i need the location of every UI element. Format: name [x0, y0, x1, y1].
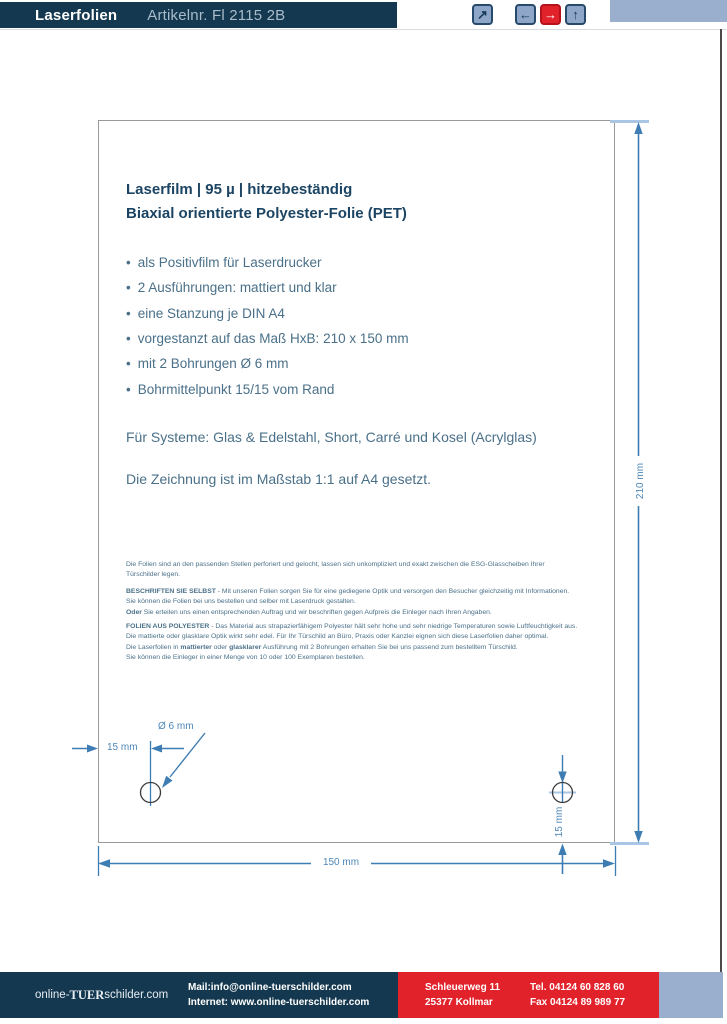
- logo-suffix: schilder.com: [104, 989, 169, 1001]
- footer-logo: [35, 972, 168, 1018]
- arrow-up-icon[interactable]: [565, 4, 586, 25]
- fine-print-bold: mattierter: [180, 643, 212, 651]
- arrow-up-glyph: ↑: [572, 7, 579, 22]
- footer-address: [425, 980, 500, 1010]
- arrow-left-glyph: ←: [519, 7, 532, 22]
- list-item-text: vorgestanzt auf das Maß HxB: 210 x 150 mm: [137, 331, 409, 347]
- footer-internet-link[interactable]: Internet: www.online-tuerschilder.com: [188, 997, 370, 1008]
- fine-print-line: [126, 570, 618, 580]
- list-item-text: eine Stanzung je DIN A4: [137, 305, 285, 321]
- list-item: [126, 351, 409, 376]
- list-item-text: Bohrmittelpunkt 15/15 vom Rand: [137, 381, 335, 397]
- fine-print-line: [126, 587, 618, 597]
- footer-phone: [530, 980, 625, 1010]
- list-item: [126, 301, 409, 326]
- bullet-glyph: •: [126, 331, 131, 347]
- product-title-line2: Biaxial orientierte Polyester-Folie (PET): [126, 205, 407, 222]
- bullet-glyph: •: [126, 305, 131, 321]
- footer-city: 25377 Kollmar: [425, 997, 493, 1008]
- list-item: [126, 250, 409, 275]
- footer-decoration-block: [659, 972, 723, 1018]
- logo-prefix: online-: [35, 989, 70, 1001]
- dim-left-label: 15 mm: [107, 742, 138, 753]
- fine-print-text: Türschilder legen.: [126, 571, 181, 579]
- fine-print-paragraph-1: [126, 560, 618, 581]
- dim-width-label: 150 mm: [322, 857, 360, 868]
- arrow-left-icon[interactable]: [515, 4, 536, 25]
- product-title-line1: Laserfilm | 95 µ | hitzebeständig: [126, 181, 353, 198]
- fine-print-text: - Das Material aus strapazierfähigem Polyester hält sehr hohe und sehr niedrige Temperaturen sowie Luftfeuchtigkeit aus.: [209, 623, 578, 630]
- arrow-up-right-icon[interactable]: [472, 4, 493, 25]
- article-number: Artikelnr. Fl 2115 2B: [147, 6, 286, 24]
- header-divider: [0, 29, 727, 30]
- header-bar: [0, 2, 397, 28]
- fine-print-line: [126, 560, 618, 570]
- fine-print-line: [126, 632, 618, 642]
- dim-bottom-label: 15 mm: [553, 806, 565, 838]
- bullet-glyph: •: [126, 280, 131, 296]
- logo-mid: TUER: [69, 987, 105, 1002]
- systems-line: Für Systeme: Glas & Edelstahl, Short, Carré und Kosel (Acrylglas): [126, 429, 537, 445]
- bullet-glyph: •: [126, 255, 131, 271]
- fine-print-text: Die mattierte oder glasklare Optik wirkt sehr edel. Für Ihr Türschild an Büro, Praxis oder Kanzlei eignen sich diese Laserfolien daher optimal.: [126, 633, 549, 641]
- dim-height-label: 210 mm: [634, 462, 646, 500]
- feature-list: [126, 250, 409, 402]
- scale-line: Die Zeichnung ist im Maßstab 1:1 auf A4 gesetzt.: [126, 471, 432, 487]
- list-item-text: als Positivfilm für Laserdrucker: [137, 255, 322, 271]
- footer-contact-web: [188, 980, 369, 1010]
- fine-print-text: Sie können die Folien bei uns bestellen und selber mit Laserdruck gestalten.: [126, 598, 356, 606]
- list-item-text: 2 Ausführungen: mattiert und klar: [137, 280, 337, 296]
- fine-print-paragraph-2: [126, 587, 618, 618]
- list-item-text: mit 2 Bohrungen Ø 6 mm: [137, 356, 289, 372]
- fine-print-line: [126, 653, 618, 663]
- fine-print-bold: Oder: [126, 608, 142, 616]
- page-title: Laserfolien: [35, 6, 118, 24]
- arrow-right-glyph: →: [544, 7, 557, 22]
- fine-print-text: Die Laserfolien in: [126, 643, 181, 651]
- bullet-glyph: •: [126, 381, 131, 397]
- fine-print-text: Sie erteilen uns einen entsprechenden Auftrag und wir beschriften gegen Aufpreis die Einleger nach Ihren Angaben.: [141, 608, 492, 616]
- footer-bar: [0, 972, 727, 1018]
- fine-print-bold: glasklarer: [229, 643, 262, 651]
- corner-decoration: [610, 0, 727, 22]
- footer-street: Schleuerweg 11: [425, 982, 501, 993]
- footer-tel: Tel. 04124 60 828 60: [530, 982, 625, 993]
- hole-diameter-label: Ø 6 mm: [158, 721, 194, 732]
- footer-mail-link[interactable]: Mail:info@online-tuerschilder.com: [188, 982, 352, 993]
- fine-print-paragraph-3: [126, 622, 618, 663]
- fine-print-line: [126, 608, 618, 618]
- fine-print-line: [126, 597, 618, 607]
- fine-print-line: [126, 622, 618, 632]
- arrow-right-icon[interactable]: [540, 4, 561, 25]
- list-item: [126, 376, 409, 401]
- list-item: [126, 275, 409, 300]
- footer-fax: Fax 04124 89 989 77: [530, 997, 626, 1008]
- fine-print-text: Ausführung mit 2 Bohrungen erhalten Sie bei uns passend zum bestelltem Türschild.: [261, 643, 518, 651]
- fine-print-bold: FOLIEN AUS POLYESTER: [126, 623, 210, 630]
- fine-print-text: oder: [211, 643, 230, 651]
- fine-print-bold: BESCHRIFTEN SIE SELBST: [126, 588, 216, 595]
- fine-print-text: Sie können die Einleger in einer Menge von 10 oder 100 Exemplaren bestellen.: [126, 653, 365, 661]
- list-item: [126, 326, 409, 351]
- dimension-hole-bottom: [558, 844, 566, 875]
- page-right-border: [720, 29, 722, 972]
- arrow-up-right-glyph: ↗: [477, 7, 488, 22]
- fine-print-text: - Mit unseren Folien sorgen Sie für eine gediegene Optik und versorgen den Besucher gleichzeitig mit Informationen.: [215, 588, 570, 595]
- fine-print-text: Die Folien sind an den passenden Stellen perforiert und gelocht, lassen sich unkompliziert und exakt zwischen die ESG-Glasscheiben Ihrer: [126, 561, 545, 568]
- fine-print-line: [126, 643, 618, 653]
- bullet-glyph: •: [126, 356, 131, 372]
